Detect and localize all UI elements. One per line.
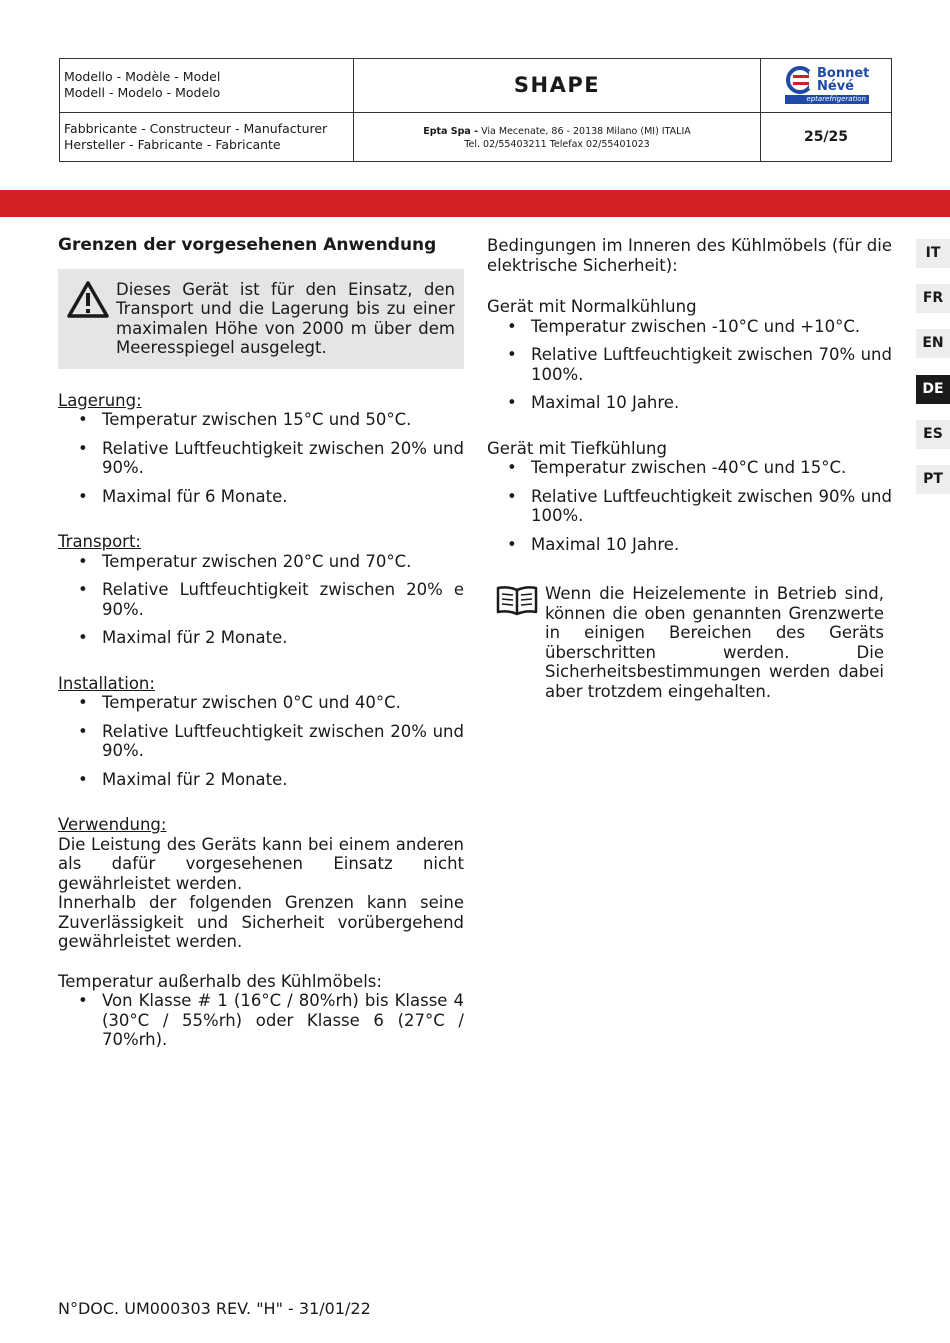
list-item: • Von Klasse # 1 (16°C / 80%rh) bis Klasse 4 (30°C / 55%rh) oder Klasse 6 (27°C / 70%rh). [102,991,464,1050]
storage-heading: Lagerung: [58,390,142,410]
frozen-cooling-heading: Gerät mit Tiefkühlung [487,438,667,458]
usage-paragraph: Die Leistung des Geräts kann bei einem anderen als dafür vorgesehenen Einsatz nicht gewährleistet werden. [58,834,464,893]
bonnet-neve-logo [783,64,871,106]
warning-triangle-icon [66,280,110,320]
model-label [64,69,349,101]
right-column [487,236,892,701]
header-divider [60,112,891,113]
normal-cooling-list [487,317,892,413]
installation-list [58,693,464,789]
model-label-line1: Modello - Modèle - Model [64,69,221,84]
warning-box [58,269,464,369]
list-item: • Maximal 10 Jahre. [531,393,892,413]
frozen-cooling-list [487,458,892,554]
left-column [58,236,464,1059]
list-item: • Relative Luftfeuchtigkeit zwischen 70% und 100%. [531,345,892,384]
list-item: • Temperatur zwischen 0°C und 40°C. [102,693,464,713]
list-item: • Relative Luftfeuchtigkeit zwischen 90% und 100%. [531,487,892,526]
normal-cooling-heading: Gerät mit Normalkühlung [487,297,697,316]
list-item: • Relative Luftfeuchtigkeit zwischen 20% und 90%. [102,722,464,761]
header-divider [760,59,761,161]
company-street: Via Mecenate, 86 - 20138 Milano (MI) ITALIA [478,126,691,137]
document-reference: N°DOC. UM000303 REV. "H" - 31/01/22 [58,1299,371,1318]
list-item: • Relative Luftfeuchtigkeit zwischen 20% e 90%. [102,580,464,619]
list-item: • Temperatur zwischen -10°C und +10°C. [531,317,892,337]
list-item: • Temperatur zwischen 15°C und 50°C. [102,410,464,430]
list-item: • Maximal 10 Jahre. [531,535,892,555]
lang-tab-fr[interactable]: FR [916,284,950,313]
manufacturer-label-line1: Fabbricante - Constructeur - Manufacturer [64,121,328,136]
usage-paragraph: Innerhalb der folgenden Grenzen kann seine Zuverlässigkeit und Sicherheit vorübergehend gewährleistet werden. [58,893,464,951]
list-item: • Temperatur zwischen 20°C und 70°C. [102,552,464,572]
list-item: • Maximal für 6 Monate. [102,487,464,507]
usage-heading: Verwendung: [58,815,167,834]
manufacturer-label-line2: Hersteller - Fabricante - Fabricante [64,137,281,152]
lang-tab-en[interactable]: EN [916,329,950,358]
company-name: Epta Spa - [423,126,479,137]
lang-tab-es[interactable]: ES [916,420,950,449]
heating-note-text: Wenn die Heizelemente in Betrieb sind, können die oben genannten Grenzwerte in einigen Bereichen des Geräts überschritten werden. Die Sicherheitsbestimmungen werden dabei aber trotzdem eingehalten. [545,584,884,701]
heating-note [487,584,892,701]
page-number: 25/25 [803,129,849,145]
outside-temp-list [58,991,464,1050]
logo-text-line2: Névé [817,79,854,94]
accent-band [0,190,950,217]
inside-conditions-intro: Bedingungen im Inneren des Kühlmöbels (für die elektrische Sicherheit): [487,236,892,275]
document-header [59,58,892,162]
manufacturer-label [64,121,354,153]
lang-tab-de[interactable]: DE [916,375,950,404]
manufacturer-address [354,125,760,151]
transport-heading: Transport: [58,532,141,551]
storage-list [58,410,464,506]
lang-tab-pt[interactable]: PT [916,465,950,494]
list-item: • Temperatur zwischen -40°C und 15°C. [531,458,892,478]
section-title: Grenzen der vorgesehenen Anwendung [58,235,437,255]
outside-temp-heading: Temperatur außerhalb des Kühlmöbels: [58,971,382,991]
lang-tab-it[interactable]: IT [916,239,950,268]
logo-tagline-bar [785,95,869,104]
logo-text-line1: Bonnet [817,66,870,81]
transport-list [58,552,464,648]
logo-tagline: eptarefrigeration [806,95,866,103]
model-name: SHAPE [513,73,601,97]
open-book-icon [495,585,539,617]
list-item: • Relative Luftfeuchtigkeit zwischen 20% und 90%. [102,439,464,478]
list-item: • Maximal für 2 Monate. [102,770,464,790]
list-item: • Maximal für 2 Monate. [102,628,464,648]
warning-text: Dieses Gerät ist für den Einsatz, den Transport und die Lagerung bis zu einer maximalen Höhe von 2000 m über dem Meeresspiegel ausgelegt. [116,279,455,357]
logo-mark-icon [785,65,817,95]
model-label-line2: Modell - Modelo - Modelo [64,85,221,100]
company-phone: Tel. 02/55403211 Telefax 02/55401023 [464,139,650,150]
installation-heading: Installation: [58,673,155,693]
